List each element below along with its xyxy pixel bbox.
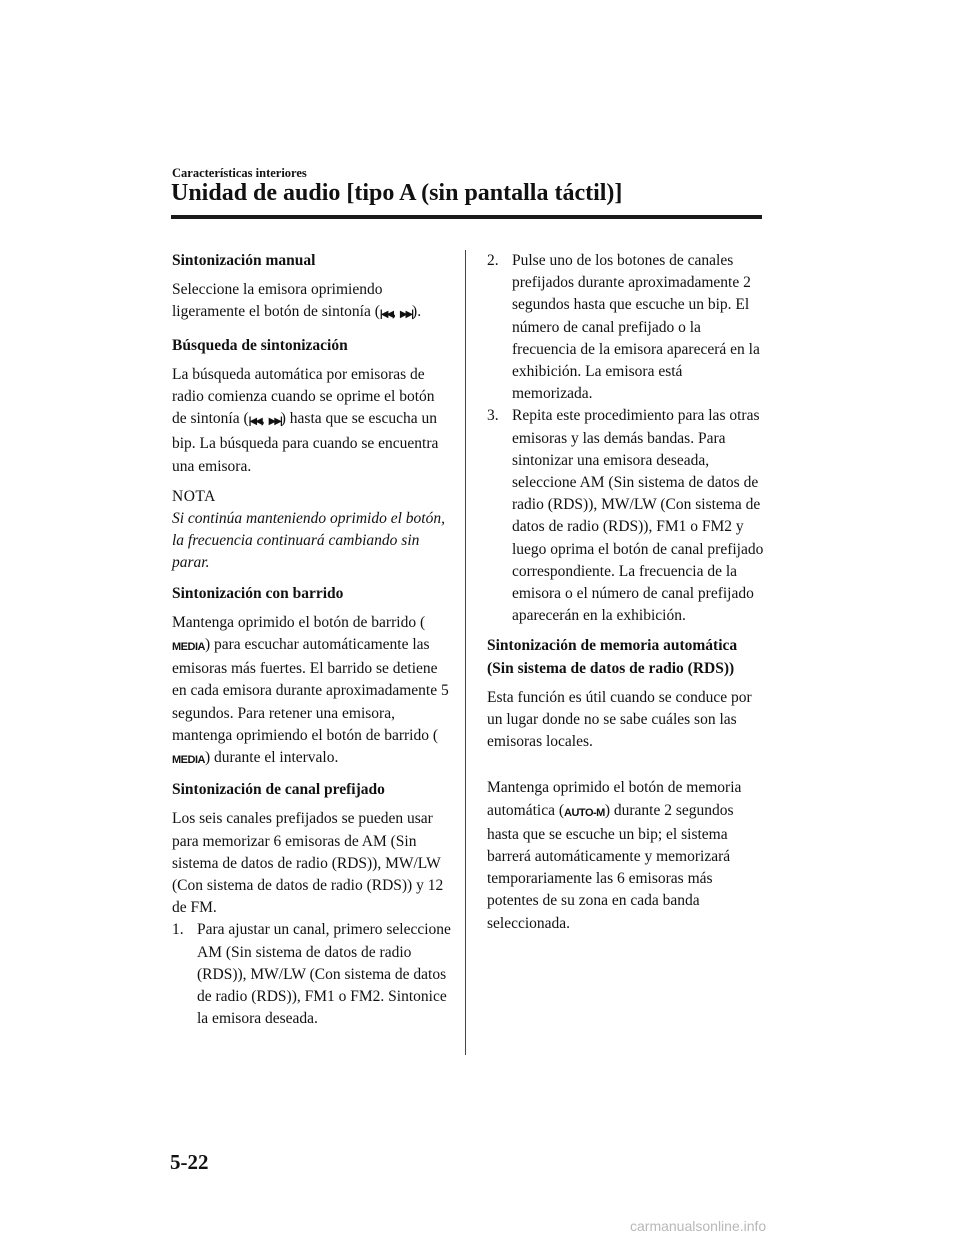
preset-tuning-text: Los seis canales prefijados se pueden usar para memorizar 6 emisoras de AM (Sin sistema de datos de radio (RDS)), MW/LW (Con sistema de datos de radio (RDS)) y 12 de FM. (172, 810, 444, 917)
step-number: 3. (487, 407, 499, 425)
seek-up-icon: ▶▶| (268, 416, 281, 428)
auto-text-part: ) durante 2 segundos hasta que se escuche un bip; el sistema barrerá automáticamente y memorizará temporariamente las 6 emisoras más potentes de su zona en cada banda seleccionada. (487, 801, 734, 932)
auto-memory-text-2 (487, 777, 765, 934)
seek-down-icon: |◀◀ (248, 416, 261, 428)
step-text: Repita este procedimiento para las otras emisoras y las demás bandas. Para sintonizar una emisora deseada, seleccione AM (Sin sistema de datos de radio (RDS)), MW/LW (Con sistema de datos de radio (RDS)), FM1 o FM2 y luego oprima el botón de canal prefijado correspondiente. La frecuencia de la emisora o el número de canal prefijado aparecerán en la exhibición. (512, 407, 764, 625)
right-column (487, 250, 765, 943)
manual-tuning-heading: Sintonización manual (172, 252, 316, 269)
page-title: Unidad de audio [tipo A (sin pantalla táctil)] (171, 180, 623, 206)
seek-down-icon: |◀◀ (379, 309, 393, 321)
scan-text-part: Mantenga oprimido el botón de barrido ( (172, 613, 426, 631)
step-number: 2. (487, 252, 499, 269)
scan-text-part: ) para escuchar automáticamente las emisoras más fuertes. El barrido se detiene en cada emisora durante aproximadamente 5 segundos. Para retener una emisora, mantenga oprimiendo el botón de barrido ( (172, 636, 449, 744)
seek-text-part: La búsqueda automática por emisoras de radio comienza cuando se oprime el botón de sintonía ( (172, 365, 435, 428)
step-3 (487, 405, 765, 627)
media-icon: MEDIA (172, 641, 205, 654)
scan-text-part: ) durante el intervalo. (204, 749, 339, 767)
step-text: Pulse uno de los botones de canales prefijados durante aproximadamente 2 segundos hasta que escuche un bip. El número de canal prefijado o la frecuencia de la emisora aparecerá en la exhibición. La emisora está memorizada. (512, 252, 760, 403)
note-text: Si continúa manteniendo oprimido el botón, la frecuencia continuará cambiando sin parar. (172, 510, 445, 572)
manual-text-sep: , (392, 303, 400, 321)
auto-memory-heading: Sintonización de memoria automática (Sin sistema de datos de radio (RDS)) (487, 637, 738, 677)
page-number: 5-22 (170, 1150, 209, 1174)
step-text: Para ajustar un canal, primero seleccione AM (Sin sistema de datos de radio (RDS)), MW/LW (Con sistema de datos de radio (RDS)), FM1 o FM2. Sintonice la emisora deseada. (197, 921, 451, 1028)
manual-tuning-text (172, 279, 452, 326)
step-1 (172, 919, 452, 1030)
media-icon: MEDIA (172, 754, 205, 767)
auto-memory-text-1: Esta función es útil cuando se conduce por un lugar donde no se sabe cuáles son las emisoras locales. (487, 688, 752, 751)
manual-text-part: ). (412, 303, 422, 321)
seek-text-sep: , (260, 410, 269, 428)
seek-up-icon: ▶▶| (399, 309, 413, 321)
seek-tuning-heading: Búsqueda de sintonización (172, 336, 348, 354)
section-label: Características interiores (172, 166, 307, 180)
scan-tuning-text (172, 612, 452, 771)
seek-text-part: ) hasta que se escucha un bip. La búsqueda para cuando se encuentra una emisora. (172, 410, 439, 475)
auto-m-icon: AUTO-M (564, 806, 605, 819)
seek-tuning-text (172, 364, 452, 478)
left-column (172, 250, 452, 1031)
column-divider (465, 250, 466, 1055)
scan-tuning-heading: Sintonización con barrido (172, 584, 344, 602)
note-title: NOTA (172, 487, 216, 505)
title-rule (171, 215, 762, 219)
watermark: carmanualsonline.info (630, 1218, 767, 1234)
preset-tuning-heading: Sintonización de canal prefijado (172, 781, 385, 799)
manual-text-part: Seleccione la emisora oprimiendo ligeramente el botón de sintonía ( (172, 281, 383, 321)
step-number: 1. (172, 921, 184, 939)
auto-text-part: Mantenga oprimido el botón de memoria automática ( (487, 779, 742, 819)
step-2 (487, 250, 765, 405)
